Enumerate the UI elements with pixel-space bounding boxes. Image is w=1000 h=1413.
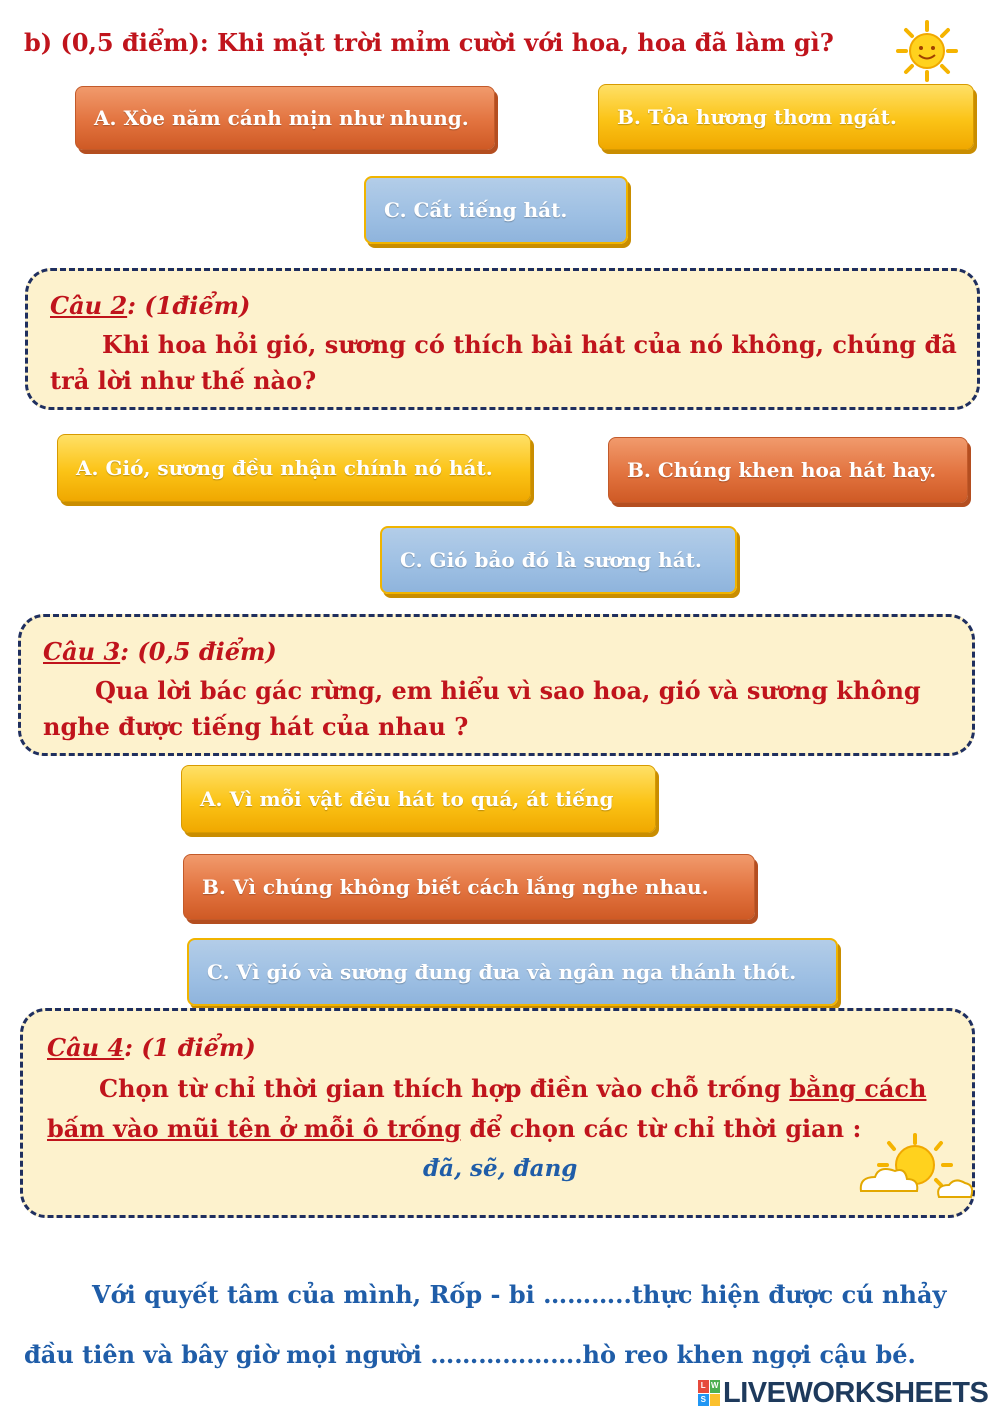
question-4-line-1: Chọn từ chỉ thời gian thích hợp điền vào chỗ trống <box>99 1074 790 1103</box>
question-2-panel <box>25 268 980 410</box>
q2-option-c[interactable]: C. Gió bảo đó là sương hát. <box>380 526 737 594</box>
question-3-line-2: nghe được tiếng hát của nhau ? <box>43 712 469 741</box>
question-2-text <box>50 327 960 399</box>
question-2-line-1: Khi hoa hỏi gió, sương có thích bài hát của nó không, chúng đã <box>102 330 957 359</box>
question-4-instruction-link-1: bằng cách <box>789 1074 927 1103</box>
q2-option-a[interactable]: A. Gió, sương đều nhận chính nó hát. <box>57 434 531 502</box>
logo-letter-w: W <box>710 1380 721 1393</box>
q1b-option-c[interactable]: C. Cất tiếng hát. <box>364 176 628 244</box>
logo-letter-l: L <box>698 1380 709 1393</box>
sun-icon <box>896 20 958 82</box>
logo-letter-s: S <box>698 1394 709 1407</box>
time-words: đã, sẽ, đang <box>423 1155 578 1182</box>
question-3-label: Câu 3 <box>43 637 121 666</box>
question-4-line-2: để chọn các từ chỉ thời gian : <box>461 1114 862 1143</box>
question-3-panel <box>18 614 975 756</box>
question-4-score: : (1 điểm) <box>124 1033 256 1062</box>
q3-option-a[interactable]: A. Vì mỗi vật đều hát to quá, át tiếng <box>181 765 656 833</box>
q1b-option-a[interactable]: A. Xòe năm cánh mịn như nhung. <box>75 86 495 150</box>
q3-option-c[interactable]: C. Vì gió và sương đung đưa và ngân nga thánh thót. <box>187 938 838 1006</box>
liveworksheets-logo <box>698 1378 988 1408</box>
question-4-text <box>47 1069 927 1149</box>
sun-cloud-icon <box>853 1133 977 1207</box>
logo-badge <box>698 1380 720 1406</box>
question-3-text <box>43 673 953 745</box>
question-4-label: Câu 4 <box>47 1033 125 1062</box>
fill-in-line-1: Với quyết tâm của mình, Rốp - bi ………..thực hiện được cú nhảy <box>92 1280 947 1309</box>
question-4-panel <box>20 1008 975 1218</box>
question-3-title <box>43 637 277 666</box>
question-2-title <box>50 291 250 320</box>
q1b-option-b[interactable]: B. Tỏa hương thơm ngát. <box>598 84 974 150</box>
question-2-score: : (1điểm) <box>127 291 251 320</box>
question-3-line-1: Qua lời bác gác rừng, em hiểu vì sao hoa, gió và sương không <box>95 676 921 705</box>
question-4-instruction-link-2: bấm vào mũi tên ở mỗi ô trống <box>47 1114 461 1143</box>
question-4-title <box>47 1033 256 1062</box>
logo-text: LIVEWORKSHEETS <box>723 1376 989 1409</box>
q2-option-b[interactable]: B. Chúng khen hoa hát hay. <box>608 437 968 503</box>
q3-option-b[interactable]: B. Vì chúng không biết cách lắng nghe nhau. <box>183 854 755 920</box>
question-2-line-2: trả lời như thế nào? <box>50 366 317 395</box>
fill-in-line-2: đầu tiên và bây giờ mọi người ……………….hò reo khen ngợi cậu bé. <box>24 1340 916 1369</box>
question-1b: b) (0,5 điểm): Khi mặt trời mỉm cười với hoa, hoa đã làm gì? <box>24 28 834 57</box>
question-2-label: Câu 2 <box>50 291 128 320</box>
question-3-score: : (0,5 điểm) <box>120 637 277 666</box>
